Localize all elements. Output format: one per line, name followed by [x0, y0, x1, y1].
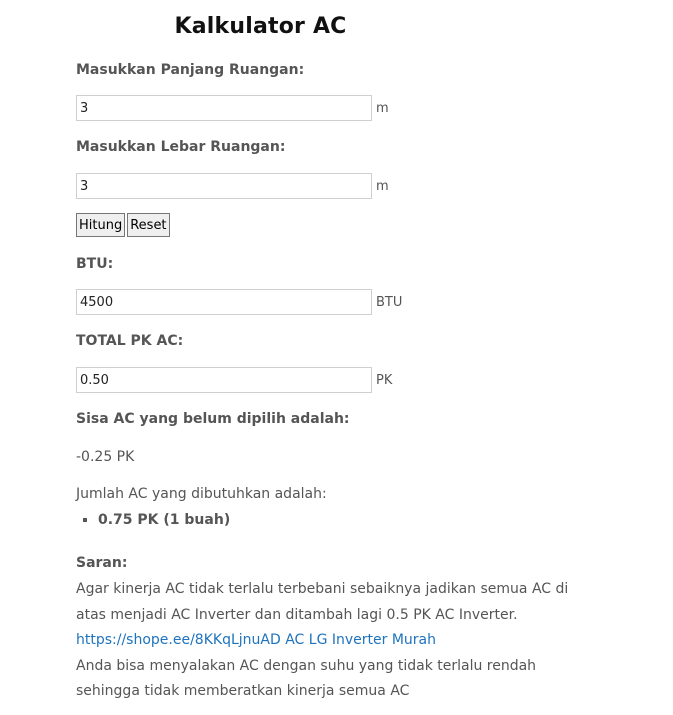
length-input[interactable]	[76, 95, 372, 121]
width-label: Masukkan Lebar Ruangan:	[76, 139, 286, 155]
shopee-link[interactable]: https://shope.ee/8KKqLjnuAD AC LG Inverter Murah	[76, 632, 436, 648]
button-row	[76, 213, 170, 237]
width-unit: m	[376, 178, 389, 194]
suggestion-title: Saran:	[76, 555, 128, 571]
reset-button[interactable]: Reset	[127, 213, 169, 237]
btu-label: BTU:	[76, 256, 114, 272]
suggestion-line-4: sehingga tidak memberatkan kinerja semua AC	[76, 683, 410, 699]
remaining-label: Sisa AC yang belum dipilih adalah:	[76, 411, 350, 427]
width-row	[76, 173, 389, 199]
needed-list	[76, 512, 230, 528]
needed-label: Jumlah AC yang dibutuhkan adalah:	[76, 486, 327, 502]
suggestion-line-1: Agar kinerja AC tidak terlalu terbebani sebaiknya jadikan semua AC di	[76, 581, 569, 597]
length-label: Masukkan Panjang Ruangan:	[76, 62, 305, 78]
total-pk-input[interactable]	[76, 367, 372, 393]
btu-unit: BTU	[376, 294, 403, 310]
length-unit: m	[376, 100, 389, 116]
suggestion-line-3: Anda bisa menyalakan AC dengan suhu yang tidak terlalu rendah	[76, 657, 537, 674]
page-title: Kalkulator AC	[174, 14, 347, 39]
calculate-button[interactable]: Hitung	[76, 213, 125, 237]
total-pk-unit: PK	[376, 372, 393, 388]
suggestion-block	[76, 554, 636, 705]
total-pk-row	[76, 367, 392, 393]
total-pk-label: TOTAL PK AC:	[76, 333, 184, 349]
remaining-value: -0.25 PK	[76, 449, 135, 465]
width-input[interactable]	[76, 173, 372, 199]
length-row	[76, 95, 389, 121]
btu-input[interactable]	[76, 289, 372, 315]
list-item: ▪ 0.75 PK (1 buah)	[98, 512, 230, 528]
btu-row	[76, 289, 402, 315]
suggestion-line-2: atas menjadi AC Inverter dan ditambah lagi 0.5 PK AC Inverter.	[76, 606, 518, 623]
